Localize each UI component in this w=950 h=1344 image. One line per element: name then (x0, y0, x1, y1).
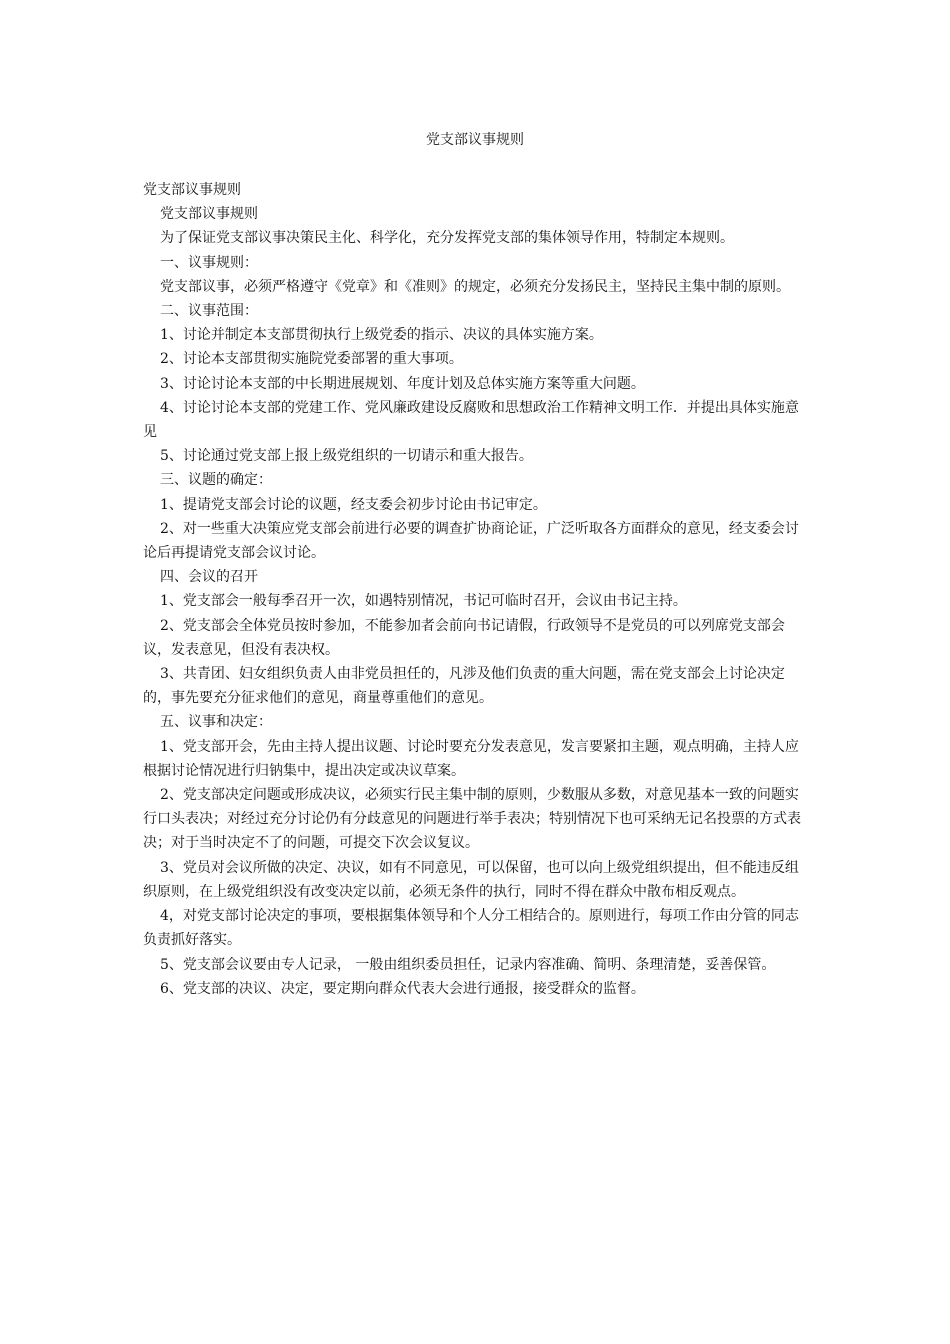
list-item: 5、讨论通过党支部上报上级党组织的一切请示和重大报告。 (160, 448, 533, 465)
list-item: 2、对一些重大决策应党支部会前进行必要的调查扩协商论证，广泛听取各方面群众的意见，经支委会讨论后再提请党支部会议讨论。 (143, 520, 799, 562)
document-title: 党支部议事规则 (426, 132, 524, 148)
list-item: 3、共青团、妇女组织负责人由非党员担任的，凡涉及他们负责的重大问题，需在党支部会上讨论决定的，事先要充分征求他们的意见，商量尊重他们的意见。 (143, 666, 785, 707)
list-item: 1、讨论并制定本支部贯彻执行上级党委的指示、决议的具体实施方案。 (160, 327, 603, 344)
list-item: 6、党支部的决议、决定，要定期向群众代表大会进行通报，接受群众的监督。 (160, 980, 645, 997)
list-item: 2、党支部决定问题或形成决议，必须实行民主集中制的原则，少数服从多数，对意见基本一致的问题实行口头表决；对经过充分讨论仍有分歧意见的问题进行举手表决；特别情况下也可采纳无记名投票的方式表决；对于当时决定不了的问题，可提交下次会议复议。 (143, 787, 801, 852)
list-item: 1、提请党支部会讨论的议题，经支委会初步讨论由书记审定。 (160, 496, 547, 513)
list-item: 3、讨论讨论本支部的中长期进展规划、年度计划及总体实施方案等重大问题。 (160, 375, 645, 392)
section-heading: 四、会议的召开 (160, 569, 258, 586)
paragraph: 党支部议事，必须严格遵守《党章》和《准则》的规定，必须充分发扬民主，坚持民主集中制的原则。 (160, 278, 790, 295)
section-heading: 五、议事和决定： (160, 714, 272, 731)
document-subheading: 党支部议事规则 (160, 206, 258, 223)
section-heading: 二、议事范围： (160, 303, 258, 320)
list-item: 2、党支部会全体党员按时参加，不能参加者会前向书记请假，行政领导不是党员的可以列席党支部会议，发表意见，但没有表决权。 (143, 617, 785, 658)
section-heading: 三、议题的确定： (160, 472, 272, 489)
list-item: 3、党员对会议所做的决定、决议，如有不同意见，可以保留，也可以向上级党组织提出，但不能违反组织原则，在上级党组织没有改变决定以前，必须无条件的执行，同时不得在群众中散布相反观点。 (143, 859, 799, 900)
list-item: 1、党支部开会，先由主持人提出议题、讨论时要充分发表意见，发言要紧扣主题，观点明确，主持人应根据讨论情况进行归钠集中，提出决定或决议草案。 (143, 738, 799, 779)
list-item: 2、讨论本支部贯彻实施院党委部署的重大事项。 (160, 351, 463, 368)
paragraph: 为了保证党支部议事决策民主化、科学化，充分发挥党支部的集体领导作用，特制定本规则。 (160, 230, 734, 247)
document-body (143, 178, 811, 1001)
list-item: 5、党支部会议要由专人记录， 一般由组织委员担任，记录内容准确、简明、条理清楚，妥善保管。 (160, 956, 776, 973)
list-item: 4，对党支部讨论决定的事项，要根据集体领导和个人分工相结合的。原则进行，每项工作由分管的同志负责抓好落实。 (143, 908, 799, 949)
list-item: 4、讨论讨论本支部的党建工作、党风廉政建设反腐败和思想政治工作精神文明工作．并提出具体实施意见 (143, 399, 799, 441)
section-heading: 一、议事规则： (160, 254, 258, 271)
list-item: 1、党支部会一般每季召开一次，如遇特别情况，书记可临时召开，会议由书记主持。 (160, 593, 687, 610)
document-heading: 党支部议事规则 (143, 182, 241, 198)
